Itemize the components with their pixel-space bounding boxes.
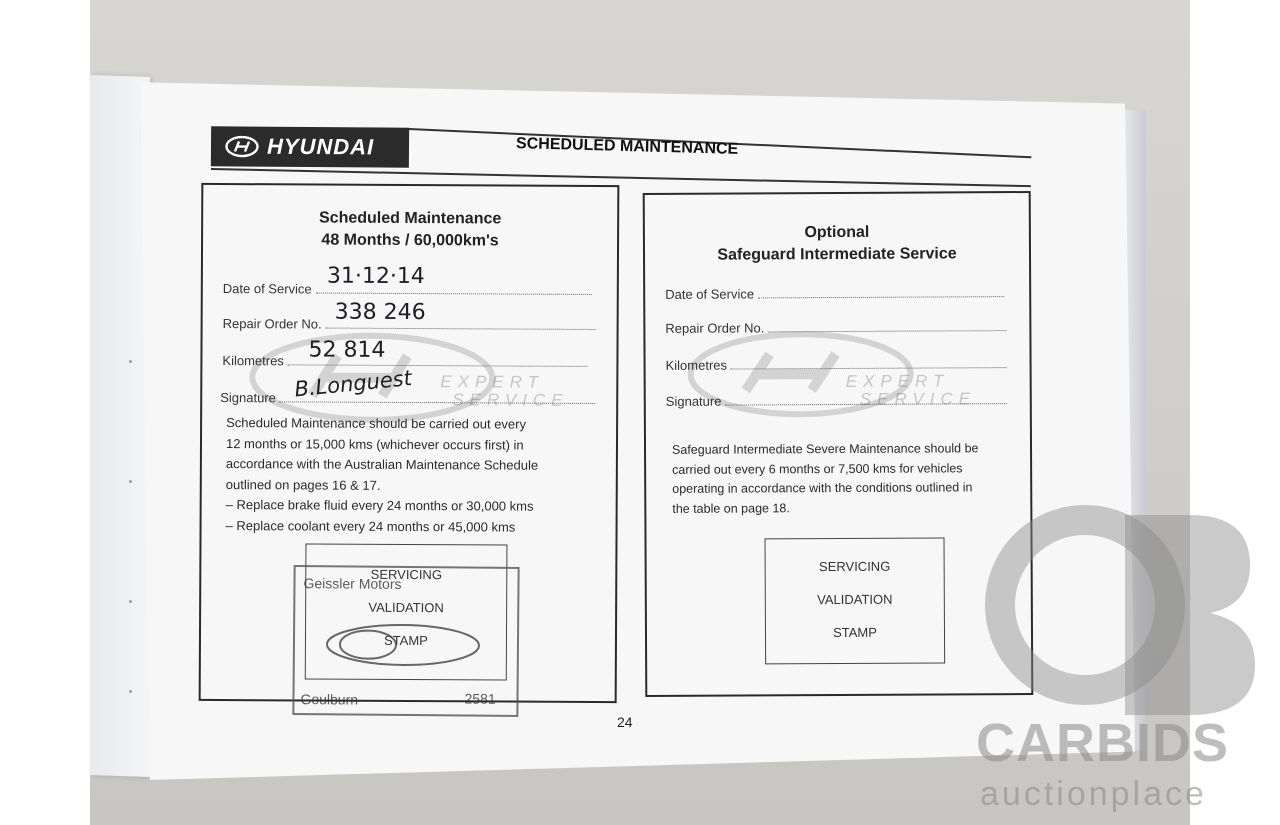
carbids-b-logo-icon [975, 505, 1260, 720]
field-label: Kilometres [222, 353, 284, 369]
field-label: Date of Service [665, 286, 755, 302]
watermark-word-1: EXPERT [845, 371, 950, 391]
signature-field [666, 392, 1007, 409]
stamp-line: SERVICING [370, 566, 442, 583]
stamp-line: STAMP [833, 624, 877, 641]
paragraph-line: outlined on pages 16 & 17. [225, 476, 381, 493]
repair-order-field [665, 319, 1006, 336]
handwritten-repair-order: 338 246 [334, 299, 426, 326]
handwritten-signature: B.Longuest [293, 365, 413, 402]
stamp-line: SERVICING [818, 558, 891, 575]
box-title-line1: Optional [804, 223, 870, 242]
dotted-line [768, 320, 1006, 332]
hyundai-emblem-icon [225, 135, 259, 157]
section-title: SCHEDULED MAINTENANCE [515, 135, 739, 158]
safeguard-paragraph [672, 439, 979, 519]
stamp-line: VALIDATION [817, 591, 893, 608]
servicing-validation-stamp-box [764, 537, 945, 664]
kilometres-field [666, 356, 1007, 373]
paragraph-line: carried out every 6 months or 7,500 kms for vehicles [672, 460, 963, 477]
previous-page-edge [90, 75, 150, 777]
dealer-ink-stamp [292, 565, 519, 717]
maintenance-paragraph [226, 413, 539, 538]
watermark-word-1: EXPERT [440, 372, 545, 392]
field-label: Repair Order No. [222, 316, 322, 332]
handwritten-kilometres: 52 814 [308, 337, 386, 363]
hyundai-logo-bar [211, 126, 409, 167]
paragraph-line: – Replace brake fluid every 24 months or 30,000 kms [225, 497, 534, 514]
field-label: Kilometres [665, 357, 728, 373]
signature-field [220, 390, 595, 407]
dealer-postcode: 2581 [464, 690, 496, 707]
brand-name: HYUNDAI [266, 133, 375, 160]
stamp-line: STAMP [384, 632, 428, 649]
binding-stitches [129, 360, 133, 700]
stamp-line: VALIDATION [368, 599, 444, 616]
box-title-line2: 48 Months / 60,000km's [321, 231, 499, 250]
dotted-line [731, 357, 1007, 369]
page-number: 24 [617, 714, 633, 730]
date-of-service-field [665, 285, 1004, 302]
carbids-wordmark: CARBIDS [976, 713, 1230, 773]
dealer-town: Goulburn [300, 691, 359, 708]
field-label: Repair Order No. [665, 320, 765, 336]
paragraph-line: Safeguard Intermediate Severe Maintenance should be [671, 441, 979, 457]
white-border-left [0, 0, 90, 825]
dotted-line [725, 393, 1007, 405]
dealer-stamp-emblem-icon [323, 619, 483, 670]
watermark-word-2: SERVICE [452, 390, 569, 410]
dealer-name: Geissler Motors [303, 575, 402, 592]
paragraph-line: 12 months or 15,000 kms (whichever occurs first) in [225, 435, 524, 453]
box-title-line2: Safeguard Intermediate Service [717, 245, 957, 264]
paragraph-line: Scheduled Maintenance should be carried out every [226, 415, 527, 432]
paragraph-line: operating in accordance with the conditions outlined in [672, 480, 973, 496]
paragraph-line: – Replace coolant every 24 months or 45,000 kms [225, 517, 516, 535]
handwritten-date: 31·12·14 [326, 263, 425, 290]
carbids-subtitle: auctionplace [980, 775, 1207, 813]
watermark-word-2: SERVICE [859, 389, 977, 409]
paragraph-line: accordance with the Australian Maintenance Schedule [225, 456, 539, 473]
field-label: Signature [220, 390, 276, 406]
field-label: Signature [665, 393, 722, 409]
dotted-line [758, 286, 1004, 298]
paragraph-line: the table on page 18. [672, 500, 790, 516]
field-label: Date of Service [222, 281, 312, 297]
box-title-line1: Scheduled Maintenance [318, 209, 502, 228]
